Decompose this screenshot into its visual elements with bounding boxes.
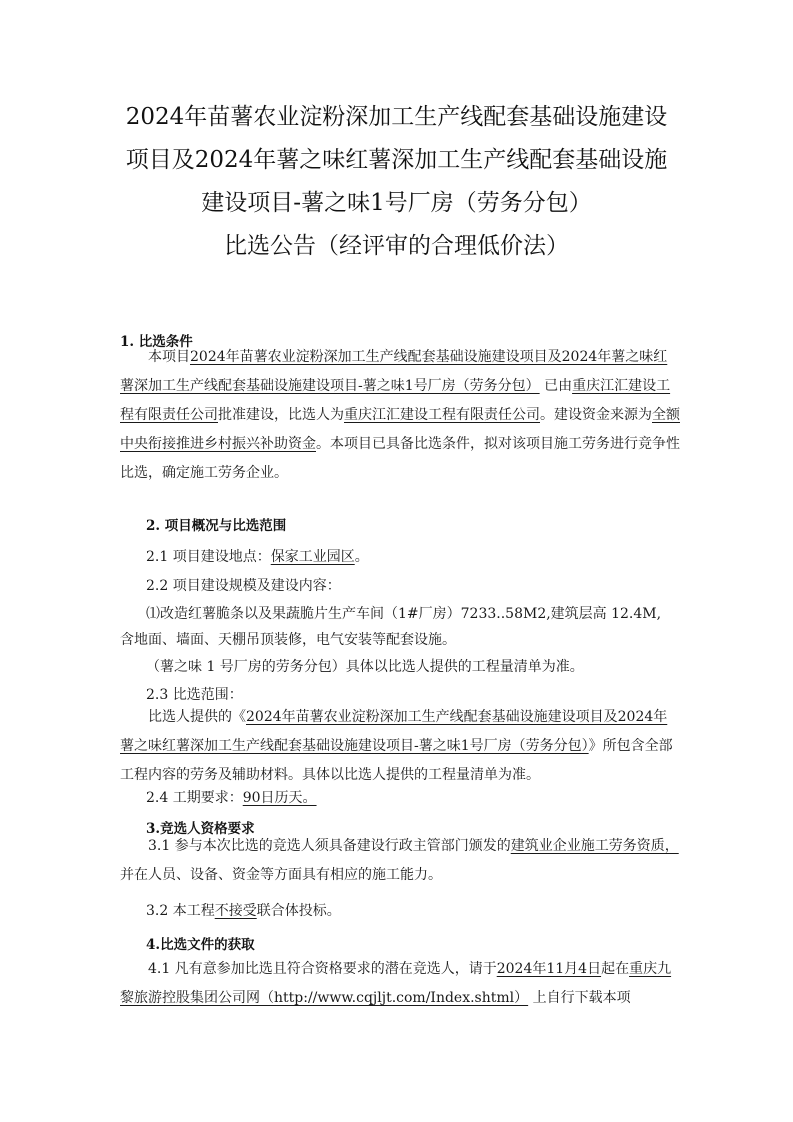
text-segment: 。 xyxy=(354,549,369,565)
text-segment: 。本项目已具备比选条件，拟对该项目施工劳务进行竞争性比选，确定施工劳务企业。 xyxy=(120,436,680,481)
text-segment: 联合体投标。 xyxy=(256,903,341,919)
title-line-2: 项目及2024年薯之味红薯深加工生产线配套基础设施 xyxy=(125,147,668,173)
range-label: 2.3 比选范围： xyxy=(146,687,243,703)
text-segment: 3.2 本工程 xyxy=(146,903,215,919)
section-1-paragraph xyxy=(120,343,680,488)
text-segment: 》所包含全部工程内容的劳务及辅助材料。具体以比选人提供的工程量清单为准。 xyxy=(120,738,673,783)
period-line xyxy=(146,787,317,807)
location-label: 2.1 项目建设地点： xyxy=(146,549,271,565)
title-line-1: 2024年苗薯农业淀粉深加工生产线配套基础设施建设 xyxy=(125,104,668,130)
fund-source: 全额中央衔接推进乡村振兴补助资金 xyxy=(120,407,680,452)
text-segment: 并在人员、设备、资金等方面具有相应的施工能力。 xyxy=(120,867,442,883)
download-website-link[interactable]: 重庆九黎旅游控股集团公司网（http://www.cqjljt.com/Index.shtml） xyxy=(120,961,672,1006)
text-segment: 。建设资金来源为 xyxy=(540,407,652,423)
text-segment: 4.1 凡有意参加比选且符合资格要求的潜在竞选人，请于 xyxy=(148,961,497,977)
project-name: 2024年苗薯农业淀粉深加工生产线配套基础设施建设项目及2024年薯之味红薯深加工生产线配套基础设施建设项目-薯之味1号厂房（劳务分包） xyxy=(120,349,668,394)
section-4-heading: 4.比选文件的获取 xyxy=(146,937,255,953)
joint-bid-restriction: 不接受 xyxy=(214,903,257,919)
scale-label: 2.2 项目建设规模及建设内容： xyxy=(146,578,341,594)
text-segment: 批准建设，比选人为 xyxy=(218,407,344,423)
section-2-heading: 2. 项目概况与比选范围 xyxy=(146,518,287,534)
qualification-requirement: 建筑业企业施工劳务资质， xyxy=(510,838,679,854)
section-3-heading: 3.竞选人资格要求 xyxy=(146,821,255,837)
location-line xyxy=(146,546,369,566)
text-segment: 3.1 参与本次比选的竞选人须具备建设行政主管部门颁发的 xyxy=(148,838,511,854)
owner-name: 重庆江汇建设工程有限责任公司 xyxy=(344,407,540,423)
qualification-2 xyxy=(146,900,341,920)
text-segment: 比选人提供的《 xyxy=(148,709,246,725)
scale-line-2: 含地面、墙面、天棚吊顶装修，电气安装等配套设施。 xyxy=(120,632,456,648)
start-date: 2024年11月4日 xyxy=(496,961,602,977)
title-line-4: 比选公告（经评审的合理低价法） xyxy=(224,233,569,259)
period-value: 90日历天。 xyxy=(242,790,317,806)
approver-name: 重庆江汇建设工程有限责任公司 xyxy=(120,378,671,423)
text-segment: 起在 xyxy=(601,961,630,977)
text-segment: 已由 xyxy=(544,378,573,394)
text-segment: 本项目 xyxy=(148,349,190,365)
document-acquisition-paragraph xyxy=(120,955,680,1013)
scale-line-1: ⑴改造红薯脆条以及果蔬脆片生产车间（1#厂房）7233..58M2,建筑层高 12.4M, xyxy=(146,606,662,622)
qualification-1 xyxy=(120,832,680,890)
title-line-3: 建设项目-薯之味1号厂房（劳务分包） xyxy=(201,190,592,216)
text-segment: 上自行下载本项 xyxy=(532,990,631,1006)
range-paragraph xyxy=(120,703,680,790)
range-project-name: 2024年苗薯农业淀粉深加工生产线配套基础设施建设项目及2024年薯之味红薯深加工生产线配套基础设施建设项目-薯之味1号厂房（劳务分包） xyxy=(120,709,668,754)
scale-note: （薯之味 1 号厂房的劳务分包）具体以比选人提供的工程量清单为准。 xyxy=(146,659,584,675)
location-value: 保家工业园区 xyxy=(270,549,355,565)
period-label: 2.4 工期要求： xyxy=(146,790,243,806)
section-1-heading: 1. 比选条件 xyxy=(120,334,193,350)
